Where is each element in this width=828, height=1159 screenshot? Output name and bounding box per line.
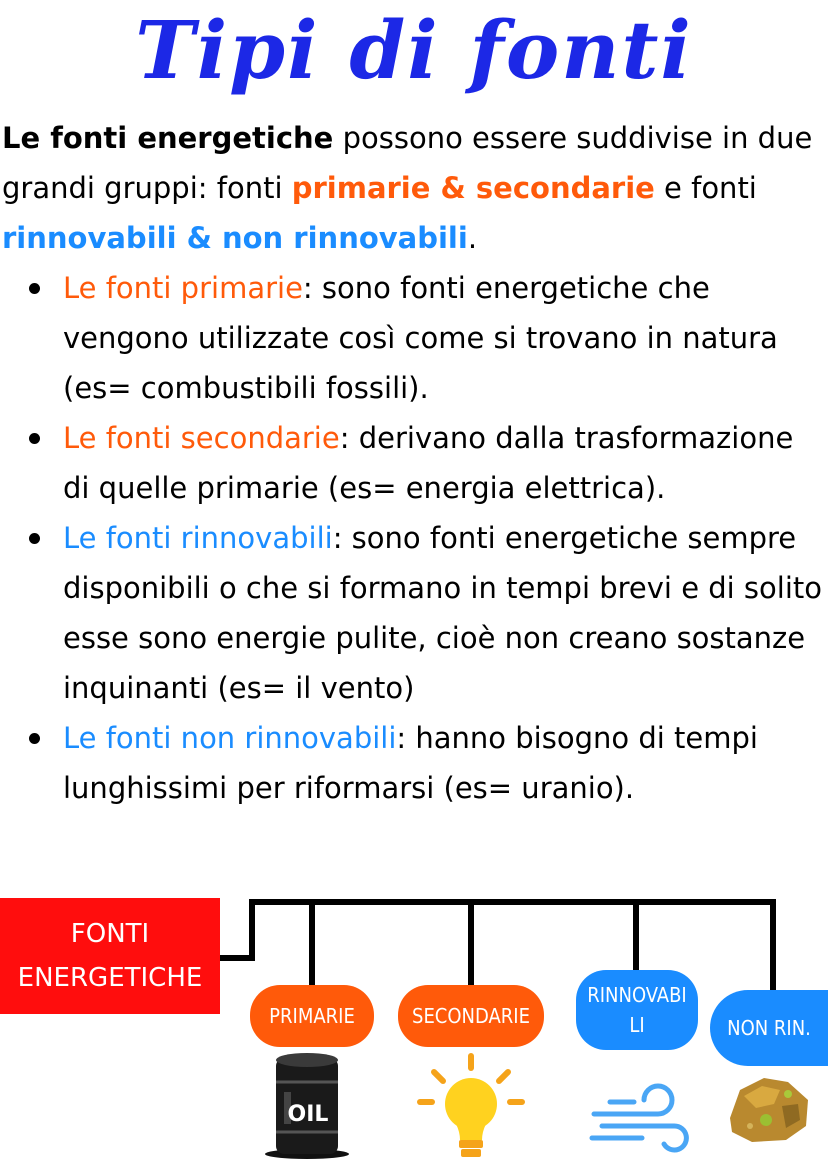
bullet-term: Le fonti secondarie: [63, 421, 340, 455]
bullet-description: : sono fonti energetiche che vengono utilizzate così come si trovano in natura (es= combustibili fossili).: [63, 271, 778, 405]
intro-text-1: possono essere suddivise in due grandi gruppi: fonti: [2, 121, 813, 205]
oil-barrel-icon: [262, 1052, 352, 1159]
node-rinnovabili-line-2: LI: [629, 1013, 645, 1037]
node-primarie: [250, 985, 374, 1047]
root-node-fonti-energetiche: [0, 898, 220, 1014]
bullet-term: Le fonti primarie: [63, 271, 303, 305]
intro-text-3: .: [467, 221, 478, 255]
bullet-term: Le fonti rinnovabili: [63, 521, 333, 555]
bullet-description: : derivano dalla trasformazione di quelle primarie (es= energia elettrica).: [63, 421, 794, 505]
uranium-rock-icon: [722, 1070, 814, 1146]
node-non-rinnovabili: [710, 990, 828, 1066]
list-item: [0, 513, 828, 713]
intro-paragraph: [2, 113, 822, 263]
list-item: [0, 263, 828, 413]
wind-icon: [588, 1062, 698, 1158]
bullet-term: Le fonti non rinnovabili: [63, 721, 397, 755]
root-node-line-2: ENERGETICHE: [17, 963, 203, 993]
connector-root-link: [220, 899, 252, 958]
list-item: [0, 413, 828, 513]
node-rinnovabili: [576, 970, 698, 1050]
intro-blue-highlight: rinnovabili & non rinnovabili: [2, 221, 468, 255]
list-item: [0, 713, 828, 813]
node-secondarie-label: SECONDARIE: [412, 1004, 530, 1028]
definitions-list: [0, 263, 828, 813]
light-bulb-icon: [416, 1052, 526, 1159]
node-secondarie: [398, 985, 544, 1047]
page-title: Tipi di fonti: [135, 3, 693, 97]
bullet-description: : hanno bisogno di tempi lunghissimi per riformarsi (es= uranio).: [63, 721, 758, 805]
node-non-rinnovabili-label: NON RIN.: [727, 1016, 811, 1040]
intro-text-2: e fonti: [654, 171, 757, 205]
root-node-line-1: FONTI: [70, 919, 150, 949]
oil-label: OIL: [287, 1102, 329, 1127]
intro-orange-highlight: primarie & secondarie: [291, 171, 655, 205]
bullet-description: : sono fonti energetiche sempre disponibili o che si formano in tempi brevi e di solito esse sono energie pulite, cioè non creano sostanze inquinanti (es= il vento): [63, 521, 823, 705]
node-primarie-label: PRIMARIE: [269, 1004, 355, 1028]
intro-bold-lead: Le fonti energetiche: [2, 121, 334, 155]
node-rinnovabili-line-1: RINNOVABI: [587, 983, 687, 1007]
